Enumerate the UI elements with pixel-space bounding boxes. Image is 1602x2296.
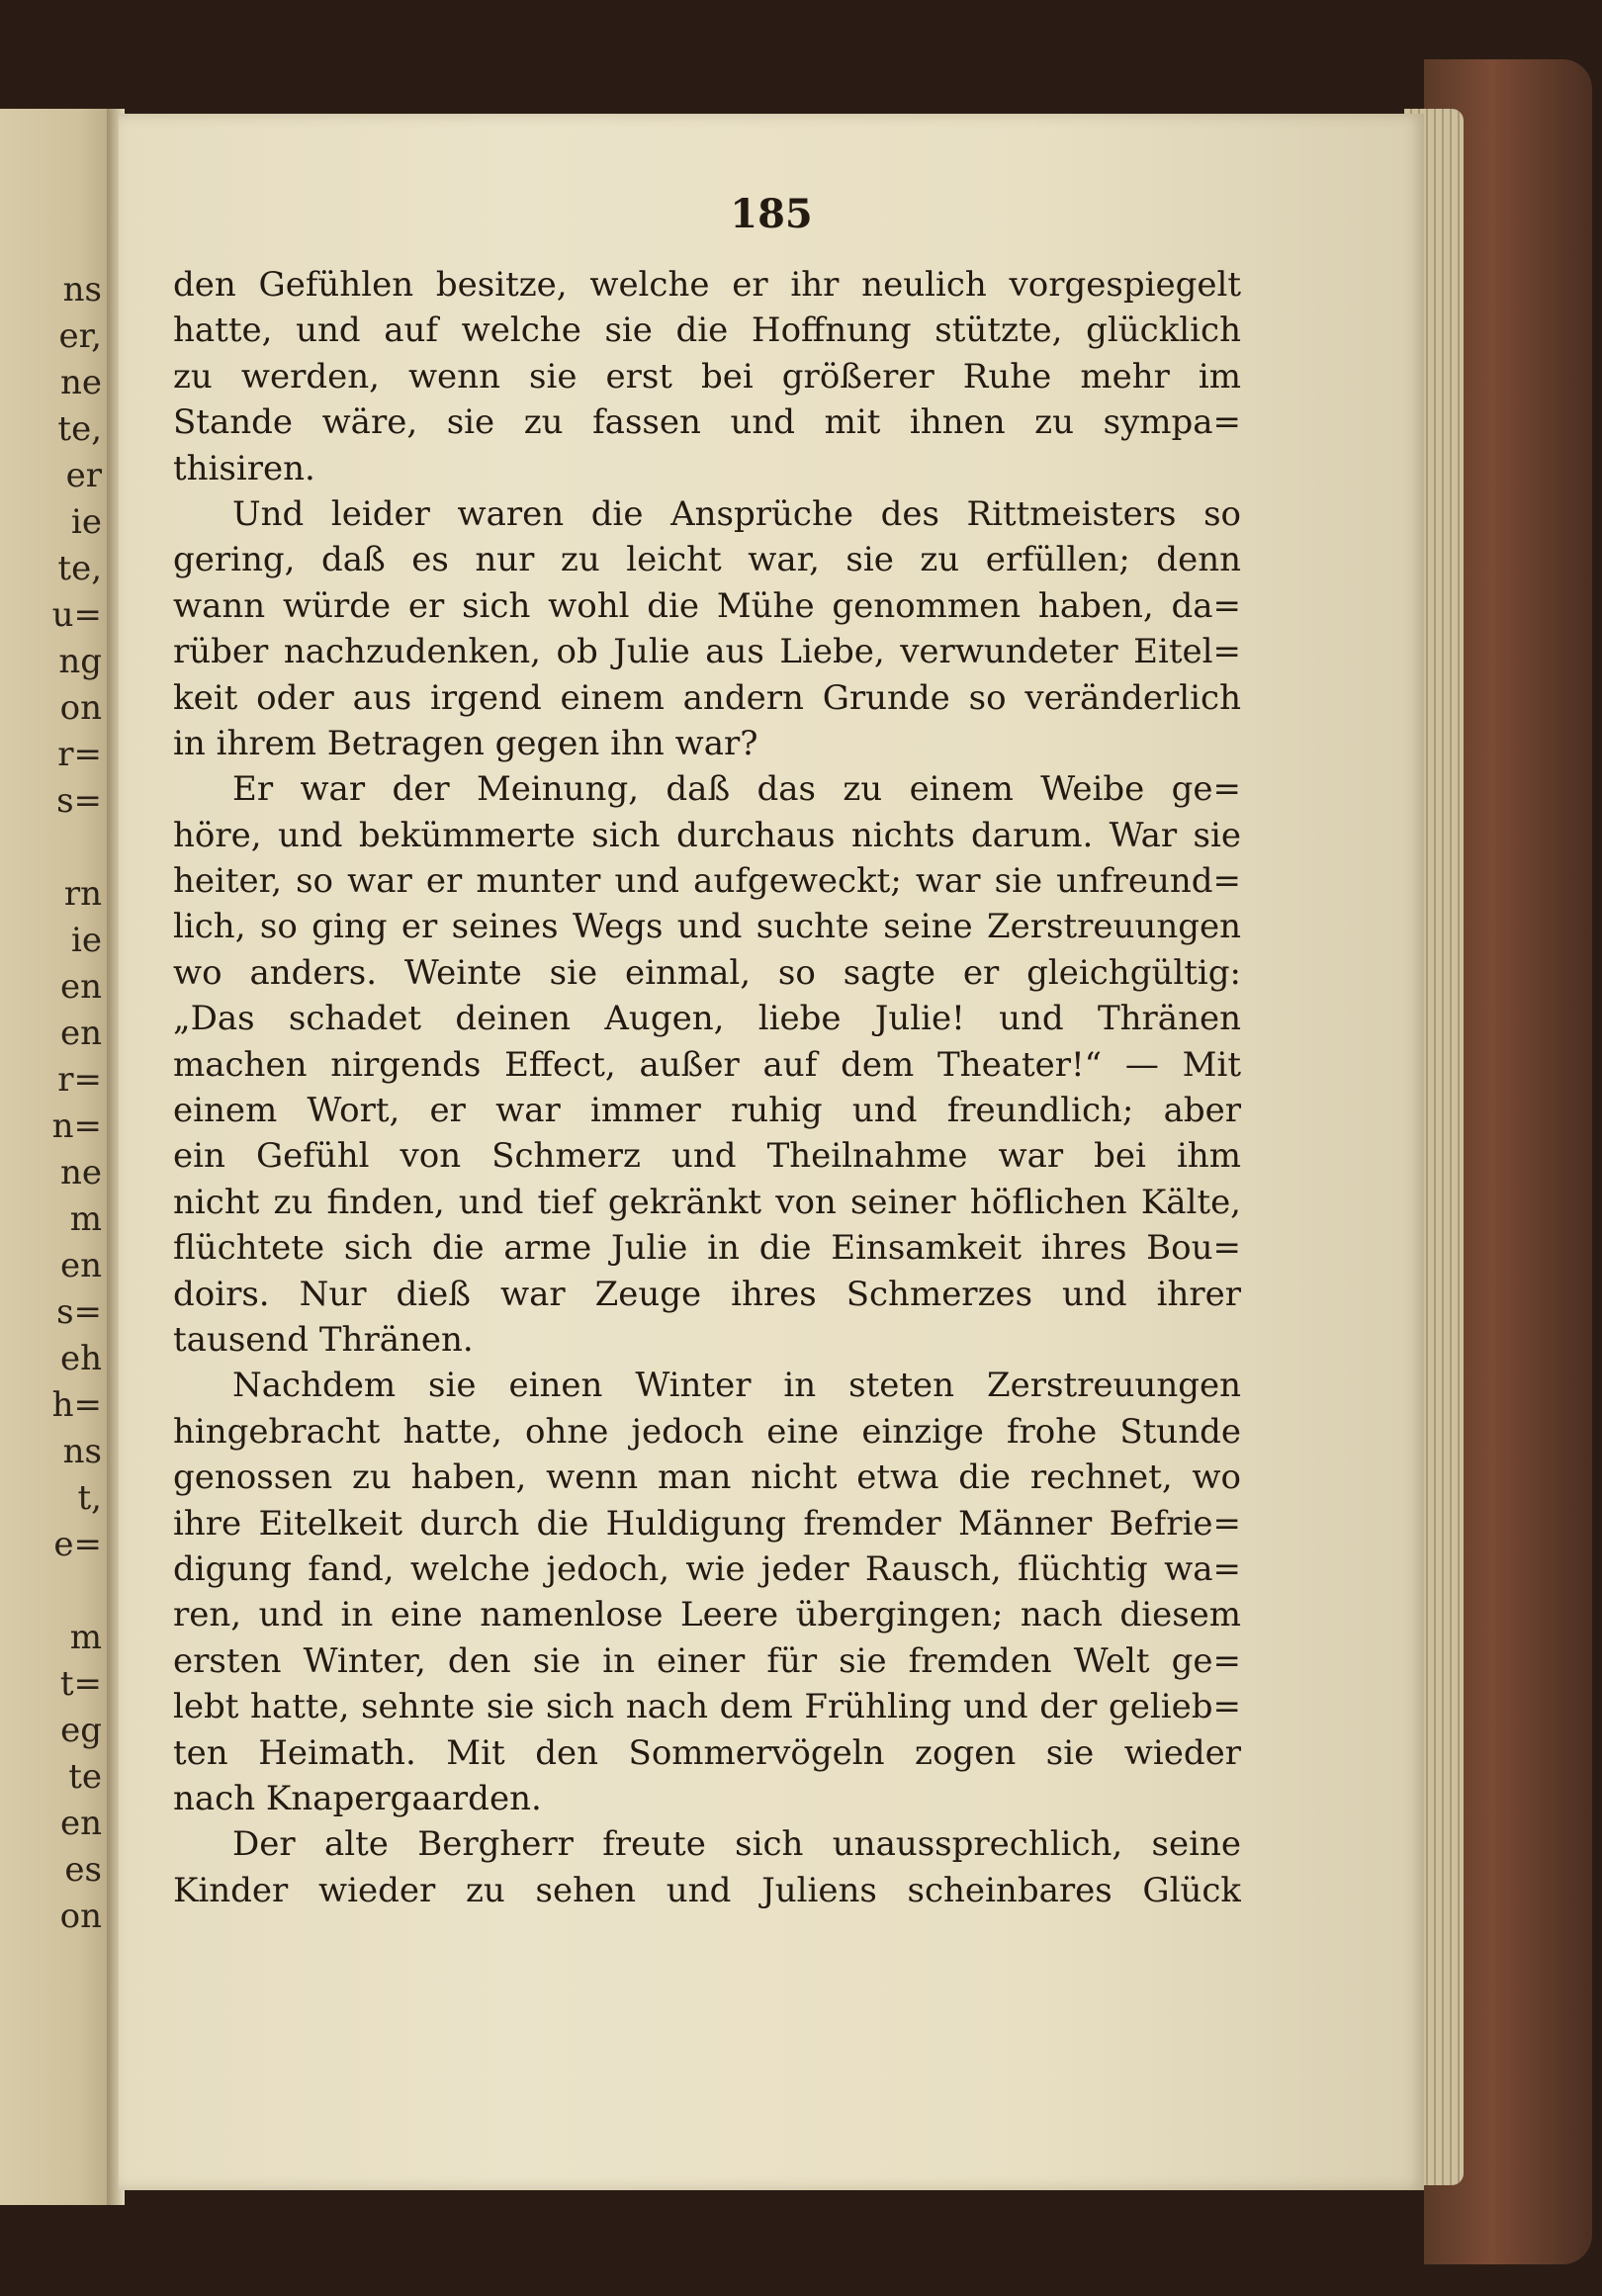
text-line: digung fand, welche jedoch, wie jeder Rausch, flüchtig wa= (173, 1548, 1241, 1589)
text-line: heiter, so war er munter und aufgeweckt; war sie unfreund= (173, 861, 1241, 902)
left-page-fragment: u= (51, 595, 102, 635)
text-line: höre, und bekümmerte sich durchaus nichts darum. War sie (173, 815, 1241, 855)
left-page-fragment: e= (53, 1525, 102, 1564)
text-line: Nachdem sie einen Winter in steten Zerstreuungen (232, 1366, 1241, 1406)
text-line: ren, und in eine namenlose Leere übergingen; nach diesem (173, 1595, 1241, 1635)
left-page-fragment: ne (59, 363, 102, 402)
left-page-fragment: rn (63, 874, 102, 914)
left-page-fragment: on (59, 688, 102, 728)
text-line: ein Gefühl von Schmerz und Theilnahme war bei ihm (173, 1136, 1241, 1177)
left-page-fragment: eh (59, 1339, 102, 1378)
left-page-fragment: m (69, 1618, 102, 1657)
left-page-fragment: t= (59, 1664, 102, 1704)
text-line: zu werden, wenn sie erst bei größerer Ruhe mehr im (173, 356, 1241, 397)
left-page-fragment: ns (62, 1432, 102, 1471)
left-page-fragment: te, (57, 409, 102, 449)
left-page (0, 109, 114, 2205)
text-line: flüchtete sich die arme Julie in die Einsamkeit ihres Bou= (173, 1228, 1241, 1269)
text-line: Stande wäre, sie zu fassen und mit ihnen zu sympa= (173, 402, 1241, 443)
left-page-fragment: ie (71, 502, 102, 542)
text-line: lebt hatte, sehnte sie sich nach dem Frühling und der gelieb= (173, 1687, 1241, 1727)
left-page-fragment: es (64, 1850, 102, 1890)
left-page-fragment: h= (51, 1385, 102, 1425)
left-page-fragment: ne (59, 1153, 102, 1192)
left-page-fragment: s= (56, 781, 102, 821)
text-line: einem Wort, er war immer ruhig und freundlich; aber (173, 1091, 1241, 1131)
text-line: in ihrem Betragen gegen ihn war? (173, 723, 758, 763)
left-page-fragments (0, 267, 114, 1940)
left-page-fragment: er (65, 456, 102, 495)
text-line: ersten Winter, den sie in einer für sie fremden Welt ge= (173, 1640, 1241, 1681)
left-page-fragment: s= (56, 1292, 102, 1332)
left-page-fragment (0, 825, 114, 871)
left-page-fragment: ng (58, 642, 102, 681)
left-page-fragment: en (59, 1014, 102, 1053)
text-line: wo anders. Weinte sie einmal, so sagte er gleichgültig: (173, 952, 1241, 993)
left-page-fragment: t, (77, 1478, 102, 1518)
text-line: Kinder wieder zu sehen und Juliens scheinbares Glück (173, 1870, 1241, 1910)
left-page-fragment: eg (60, 1711, 102, 1750)
left-page-fragment (0, 1568, 114, 1615)
left-page-fragment: te, (57, 549, 102, 588)
text-line: rüber nachzudenken, ob Julie aus Liebe, verwundeter Eitel= (173, 632, 1241, 672)
text-line: hatte, und auf welche sie die Hoffnung stützte, glücklich (173, 310, 1241, 351)
text-line: machen nirgends Effect, außer auf dem Theater!“ — Mit (173, 1044, 1241, 1085)
page-number: 185 (730, 191, 813, 237)
left-page-fragment: en (59, 1246, 102, 1285)
left-page-fragment: te (68, 1757, 102, 1797)
text-line: den Gefühlen besitze, welche er ihr neulich vorgespiegelt (173, 265, 1241, 305)
text-line: Er war der Meinung, daß das zu einem Weibe ge= (232, 769, 1241, 810)
text-line: keit oder aus irgend einem andern Grunde so veränderlich (173, 677, 1241, 718)
left-page-fragment: on (59, 1897, 102, 1936)
text-line: hingebracht hatte, ohne jedoch eine einzige frohe Stunde (173, 1411, 1241, 1452)
left-page-fragment: r= (57, 1060, 102, 1100)
left-page-fragment: en (59, 967, 102, 1007)
text-line: nicht zu finden, und tief gekränkt von seiner höflichen Kälte, (173, 1182, 1241, 1222)
text-line: lich, so ging er seines Wegs und suchte seine Zerstreuungen (173, 907, 1241, 947)
right-page (119, 114, 1424, 2190)
text-line: „Das schadet deinen Augen, liebe Julie! und Thränen (173, 999, 1241, 1039)
left-page-fragment: m (69, 1199, 102, 1239)
left-page-fragment: r= (57, 735, 102, 774)
text-line: nach Knapergaarden. (173, 1778, 542, 1818)
left-page-fragment: n= (51, 1106, 102, 1146)
text-line: genossen zu haben, wenn man nicht etwa die rechnet, wo (173, 1457, 1241, 1498)
text-line: ten Heimath. Mit den Sommervögeln zogen sie wieder (173, 1732, 1241, 1773)
text-line: gering, daß es nur zu leicht war, sie zu erfüllen; denn (173, 540, 1241, 580)
text-line: Und leider waren die Ansprüche des Rittmeisters so (232, 493, 1241, 534)
left-page-fragment: en (59, 1804, 102, 1843)
text-line: Der alte Bergherr freute sich unaussprechlich, seine (232, 1824, 1241, 1865)
left-page-fragment: ns (62, 270, 102, 309)
text-line: ihre Eitelkeit durch die Huldigung fremder Männer Befrie= (173, 1503, 1241, 1544)
text-line: thisiren. (173, 448, 315, 488)
text-line: tausend Thränen. (173, 1319, 474, 1360)
body-text (173, 262, 1241, 1913)
text-line: doirs. Nur dieß war Zeuge ihres Schmerzes und ihrer (173, 1274, 1241, 1314)
left-page-fragment: er, (58, 316, 102, 356)
left-page-fragment: ie (71, 921, 102, 960)
text-line: wann würde er sich wohl die Mühe genommen haben, da= (173, 585, 1241, 626)
